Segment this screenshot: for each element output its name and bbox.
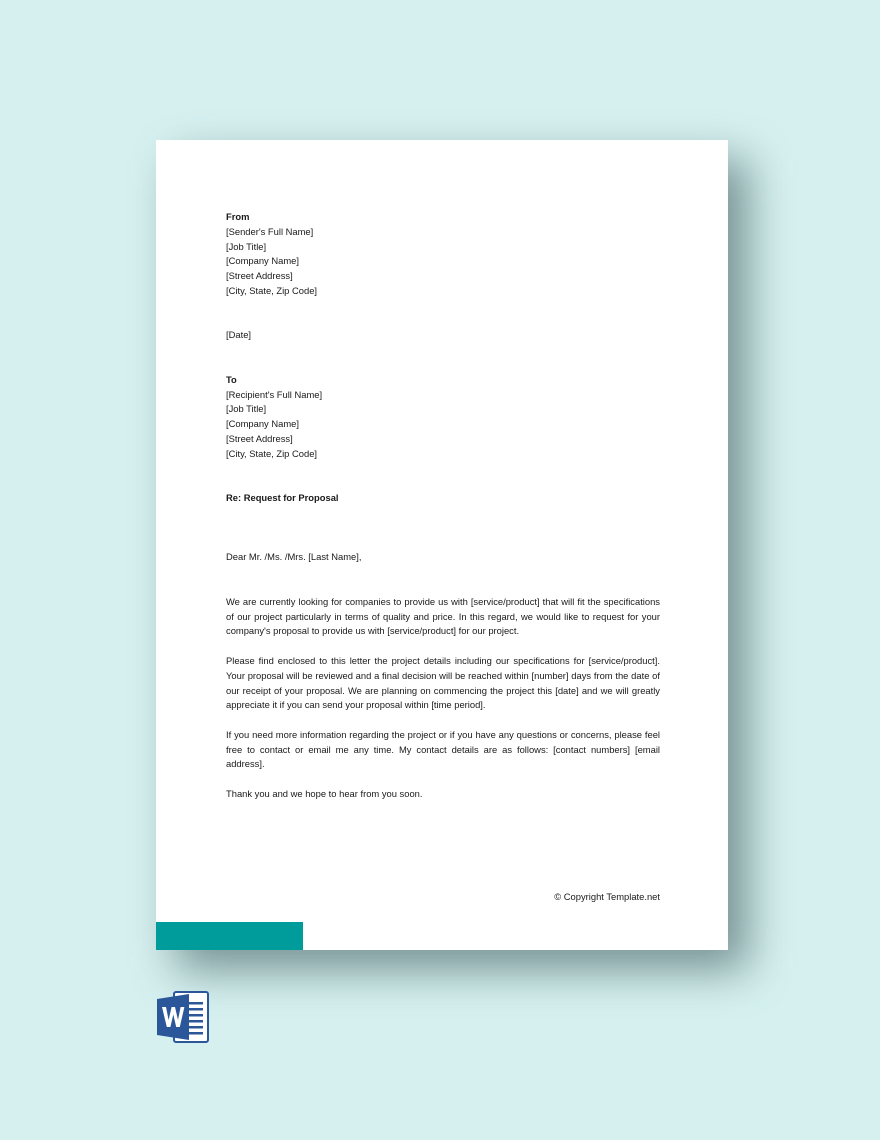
recipient-name: [Recipient's Full Name] <box>226 388 323 400</box>
copyright-notice: © Copyright Template.net <box>554 891 660 902</box>
sender-job-title: [Job Title] <box>226 240 267 252</box>
recipient-company: [Company Name] <box>226 418 299 430</box>
salutation: Dear Mr. /Ms. /Mrs. [Last Name], <box>226 551 362 563</box>
recipient-street: [Street Address] <box>226 432 293 444</box>
recipient-job-title: [Job Title] <box>226 403 267 415</box>
word-icon <box>156 990 212 1044</box>
closing-line: Thank you and we hope to hear from you soon. <box>226 788 423 800</box>
to-heading: To <box>226 373 237 385</box>
letter-date: [Date] <box>226 329 252 341</box>
subject-line: Re: Request for Proposal <box>226 492 339 504</box>
letter-content <box>226 210 660 817</box>
recipient-block <box>226 373 660 462</box>
sender-city: [City, State, Zip Code] <box>226 284 318 296</box>
body-paragraph-1: We are currently looking for companies to provide us with [service/product] that will fit the specifications of our project particularly in terms of quality and price. In this regard, we would like to request for your company's proposal to provide us with [service/product] for our project. <box>226 595 660 637</box>
document-page <box>156 140 728 950</box>
body-paragraph-2: Please find enclosed to this letter the project details including our specifications for [service/product]. Your proposal will be reviewed and a final decision will be reached within [number] days from the date of our receipt of your proposal. We are planning on commencing the project this [date] and we will greatly appreciate it if you can send your proposal within [time period]. <box>226 654 660 711</box>
recipient-city: [City, State, Zip Code] <box>226 447 318 459</box>
body-paragraph-3: If you need more information regarding the project or if you have any questions or concerns, please feel free to contact or email me any time. My contact details are as follows: [contact numbers] [email address]. <box>226 728 660 770</box>
sender-name: [Sender's Full Name] <box>226 225 314 237</box>
sender-company: [Company Name] <box>226 255 299 267</box>
sender-street: [Street Address] <box>226 270 293 282</box>
sender-block <box>226 210 660 299</box>
accent-bar <box>156 922 303 950</box>
from-heading: From <box>226 211 250 222</box>
